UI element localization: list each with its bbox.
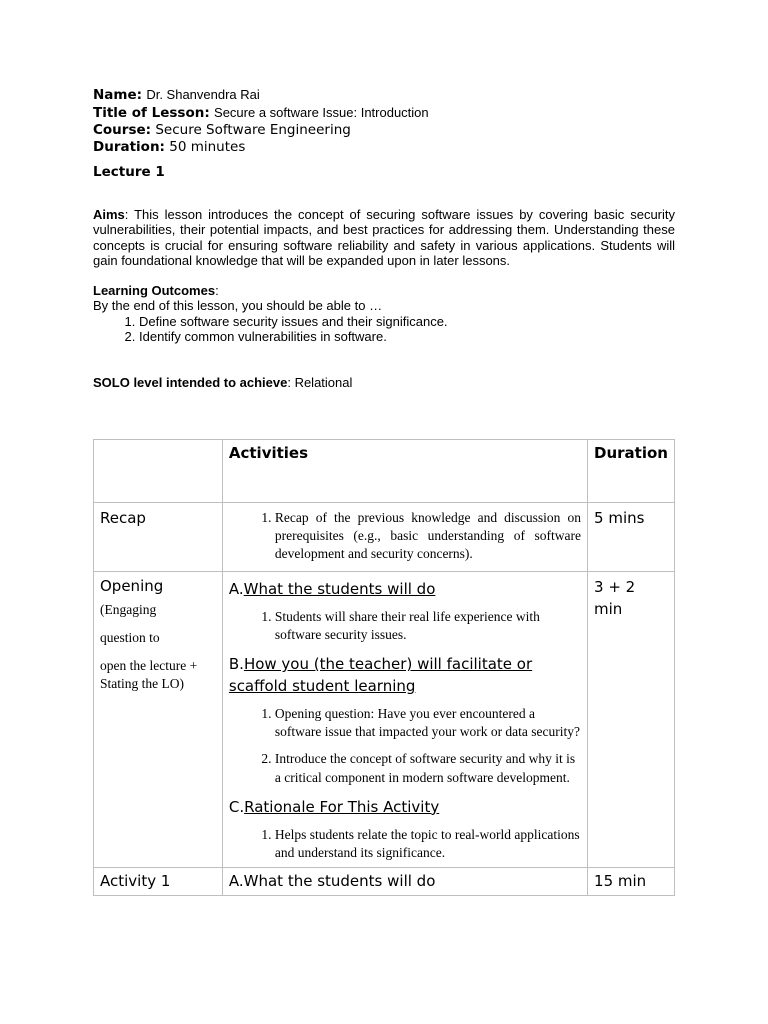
activity1-duration: 15 min [588, 868, 675, 896]
list-item: 2. Identify common vulnerabilities in software. [139, 329, 675, 344]
duration-label: Duration: [93, 139, 165, 155]
course-label: Course: [93, 122, 152, 138]
title-label: Title of Lesson: [93, 105, 210, 121]
learning-outcomes-label: Learning Outcomes [93, 283, 216, 299]
opening-section-c-list [229, 826, 581, 862]
section-a-prefix: A. [228, 579, 244, 598]
activity1-section-a-heading: A.What the students will do [222, 868, 587, 896]
opening-section-a-heading [229, 578, 581, 600]
solo-label: SOLO level intended to achieve [93, 375, 288, 391]
lesson-header [93, 86, 675, 390]
name-line [93, 86, 675, 104]
list-item: 2. Introduce the concept of software security and why it is a critical component in modern software development. [275, 750, 581, 786]
learning-outcomes-heading [93, 283, 675, 298]
section-c-prefix: C. [228, 797, 245, 816]
recap-activities [222, 503, 587, 572]
solo-value: : Relational [287, 375, 353, 391]
list-item: 1. Define software security issues and their significance. [139, 314, 675, 329]
recap-label: Recap [94, 503, 223, 572]
learning-outcomes [93, 283, 675, 314]
list-item: 1. Helps students relate the topic to real-world applications and understand its significance. [275, 826, 581, 862]
learning-outcomes-intro: By the end of this lesson, you should be able to … [93, 298, 383, 314]
opening-section-a-list [229, 608, 581, 644]
table-row-recap [94, 503, 675, 572]
opening-section-b-heading [229, 653, 581, 697]
course-value: Secure Software Engineering [155, 122, 351, 138]
table-row-opening [94, 571, 675, 868]
activity1-label: Activity 1 [94, 868, 223, 896]
table-row-activity-1 [94, 868, 675, 896]
opening-activities [222, 571, 587, 868]
lecture-title: Lecture 1 [93, 164, 165, 180]
opening-sub-2: question to [100, 629, 160, 645]
opening-sub-3: open the lecture + Stating the LO) [100, 657, 198, 691]
opening-duration [588, 571, 675, 868]
learning-outcomes-colon: : [215, 283, 219, 299]
recap-duration: 5 mins [588, 503, 675, 572]
aims-paragraph [93, 207, 675, 268]
duration-line [93, 139, 675, 156]
section-c-title: Rationale For This Activity [244, 797, 440, 816]
opening-duration-line1: 3 + 2 [594, 577, 636, 596]
header-cell-duration: Duration [588, 440, 675, 503]
course-line [93, 122, 675, 139]
section-b-title: How you (the teacher) will facilitate or scaffold student learning [228, 655, 533, 696]
learning-outcomes-list [93, 314, 675, 345]
table-header-row [94, 440, 675, 503]
list-item: 1. Recap of the previous knowledge and discussion on prerequisites (e.g., basic understanding of software development and security concerns). [275, 509, 581, 564]
name-value: Dr. Shanvendra Rai [146, 87, 260, 102]
aims-text: : This lesson introduces the concept of securing software issues by covering basic security vulnerabilities, their potential impacts, and best practices for addressing them. Understanding these concepts is crucial for ensuring software reliability and safety in various applications. Students will gain foundational knowledge that will be expanded upon in later lessons. [93, 207, 675, 268]
title-line [93, 104, 675, 122]
solo-level [93, 375, 675, 390]
lesson-plan-table [93, 439, 675, 896]
list-item: 1. Opening question: Have you ever encountered a software issue that impacted your work or data security? [275, 705, 581, 741]
header-cell-empty [94, 440, 223, 503]
duration-value: 50 minutes [169, 139, 246, 155]
opening-section-b-list [229, 705, 581, 787]
section-a-title: What the students will do [243, 579, 436, 598]
opening-label: Opening [100, 576, 164, 595]
recap-list [229, 509, 581, 564]
title-value: Secure a software Issue: Introduction [214, 105, 429, 120]
aims-label: Aims [93, 207, 125, 222]
name-label: Name: [93, 87, 143, 103]
opening-label-cell [94, 571, 223, 868]
opening-sub-1: (Engaging [100, 601, 157, 617]
list-item: 1. Students will share their real life experience with software security issues. [275, 608, 581, 644]
opening-section-c-heading [229, 796, 581, 818]
opening-duration-line2: min [594, 599, 623, 618]
section-b-prefix: B. [228, 655, 244, 674]
header-cell-activities: Activities [222, 440, 587, 503]
